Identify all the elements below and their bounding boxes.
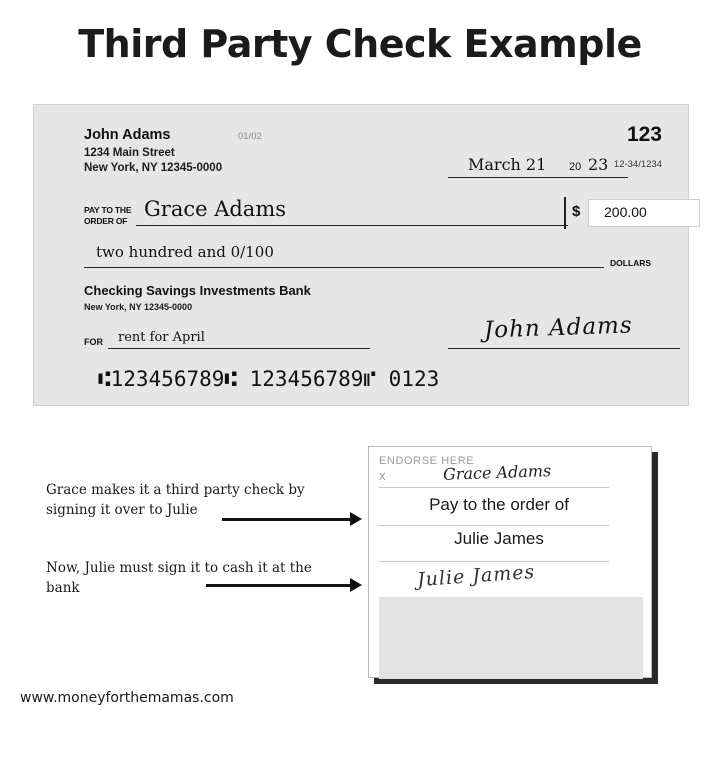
arrow-shaft [206, 584, 352, 587]
date-year: 23 [588, 155, 609, 174]
dollar-sign: $ [572, 203, 581, 220]
arrow-icon [222, 512, 364, 526]
endorsement-line-2 [379, 525, 609, 526]
arrow-head [350, 578, 362, 592]
date-year-underline [585, 177, 615, 178]
footer-url: www.moneyforthemamas.com [20, 690, 234, 706]
endorsement-watermark-area [379, 597, 643, 773]
micr-line: ⑆123456789⑆ 123456789⑈ 0123 [98, 367, 440, 391]
bank-address: New York, NY 12345-0000 [84, 302, 193, 312]
endorse-x-mark: X [379, 472, 386, 483]
routing-fraction: 12-34/1234 [613, 159, 662, 170]
annotation-note-1: Grace makes it a third party check by signing it over to Julie [46, 482, 305, 518]
signature-line [448, 348, 680, 349]
check-image [33, 104, 689, 406]
bank-name: Checking Savings Investments Bank [84, 283, 311, 298]
payer-address-line2: New York, NY 12345-0000 [84, 162, 223, 174]
watermark-text: TNI [524, 718, 557, 773]
dollars-label: DOLLARS [610, 258, 652, 268]
endorsement-line-3 [379, 561, 609, 562]
payee-line [136, 225, 568, 226]
endorsement-card [368, 446, 652, 773]
check-number: 123 [626, 123, 662, 146]
amount-numeric: 200.00 [604, 204, 647, 220]
arrow-shaft [222, 518, 352, 521]
payee-name: Grace Adams [144, 197, 287, 221]
payer-address-line1: 1234 Main Street [84, 147, 175, 159]
pay-to-label-line1: PAY TO THE [84, 205, 132, 215]
amount-words: two hundred and 0/100 [96, 243, 274, 261]
date-century-label: 20 [569, 161, 582, 173]
memo-value: rent for April [118, 330, 205, 345]
date-value: March 21 [468, 155, 547, 174]
pay-to-the-order-of-text: Pay to the order of [429, 495, 569, 514]
endorse-here-label: ENDORSE HERE [379, 455, 475, 467]
pay-to-label-line2: ORDER OF [84, 216, 128, 226]
micro-date: 01/02 [238, 131, 262, 142]
arrow-icon [206, 578, 364, 592]
amount-words-line [84, 267, 604, 268]
memo-line [108, 348, 370, 349]
check-body [48, 115, 676, 397]
julie-endorsement-signature: Julie James [416, 560, 536, 592]
payer-name: John Adams [84, 127, 171, 143]
endorsement-line-1 [379, 487, 609, 488]
memo-label: FOR [84, 337, 103, 347]
annotation-note-2: Now, Julie must sign it to cash it at the bank [46, 560, 312, 596]
third-party-payee-name: Julie James [454, 529, 544, 548]
grace-endorsement-signature: Grace Adams [442, 461, 552, 484]
amount-divider [564, 197, 566, 229]
drawer-signature: John Adams [483, 312, 634, 344]
page-title: Third Party Check Example [78, 22, 642, 66]
arrow-head [350, 512, 362, 526]
